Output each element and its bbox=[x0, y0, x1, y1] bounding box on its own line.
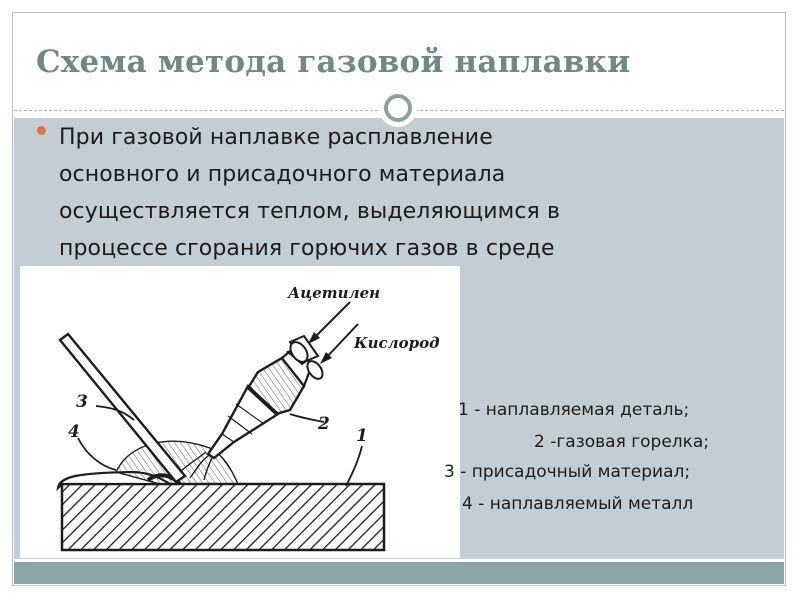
bullet-icon bbox=[37, 126, 46, 135]
legend-item-1: 1 - наплавляемая деталь; bbox=[458, 400, 690, 420]
leader-4 bbox=[78, 438, 116, 470]
body-line: основного и присадочного материала bbox=[59, 162, 506, 187]
body-line: процессе сгорания горючих газов в среде bbox=[59, 236, 555, 261]
part-number-1: 1 bbox=[356, 426, 368, 446]
oxygen-label: Кислород bbox=[354, 334, 440, 352]
body-line: При газовой наплавке расплавление bbox=[59, 125, 493, 150]
part-number-4: 4 bbox=[68, 422, 80, 442]
body-line: осуществляется теплом, выделяющимся в bbox=[59, 199, 561, 224]
legend-item-4: 4 - наплавляемый металл bbox=[462, 494, 694, 514]
acetylene-label: Ацетилен bbox=[288, 284, 381, 302]
welding-diagram bbox=[20, 266, 460, 558]
slide-title: Схема метода газовой наплавки bbox=[36, 44, 631, 80]
base-part bbox=[62, 484, 384, 550]
body-text bbox=[59, 119, 774, 267]
legend-item-3: 3 - присадочный материал; bbox=[444, 462, 691, 482]
part-number-2: 2 bbox=[318, 414, 330, 434]
leader-1 bbox=[346, 446, 362, 486]
footer-bar bbox=[14, 562, 784, 584]
part-number-3: 3 bbox=[76, 392, 88, 412]
legend-item-2: 2 -газовая горелка; bbox=[534, 432, 710, 452]
welding-diagram-drawing bbox=[20, 266, 460, 558]
ring-inner bbox=[384, 94, 412, 122]
oxygen-arrow bbox=[320, 324, 358, 364]
